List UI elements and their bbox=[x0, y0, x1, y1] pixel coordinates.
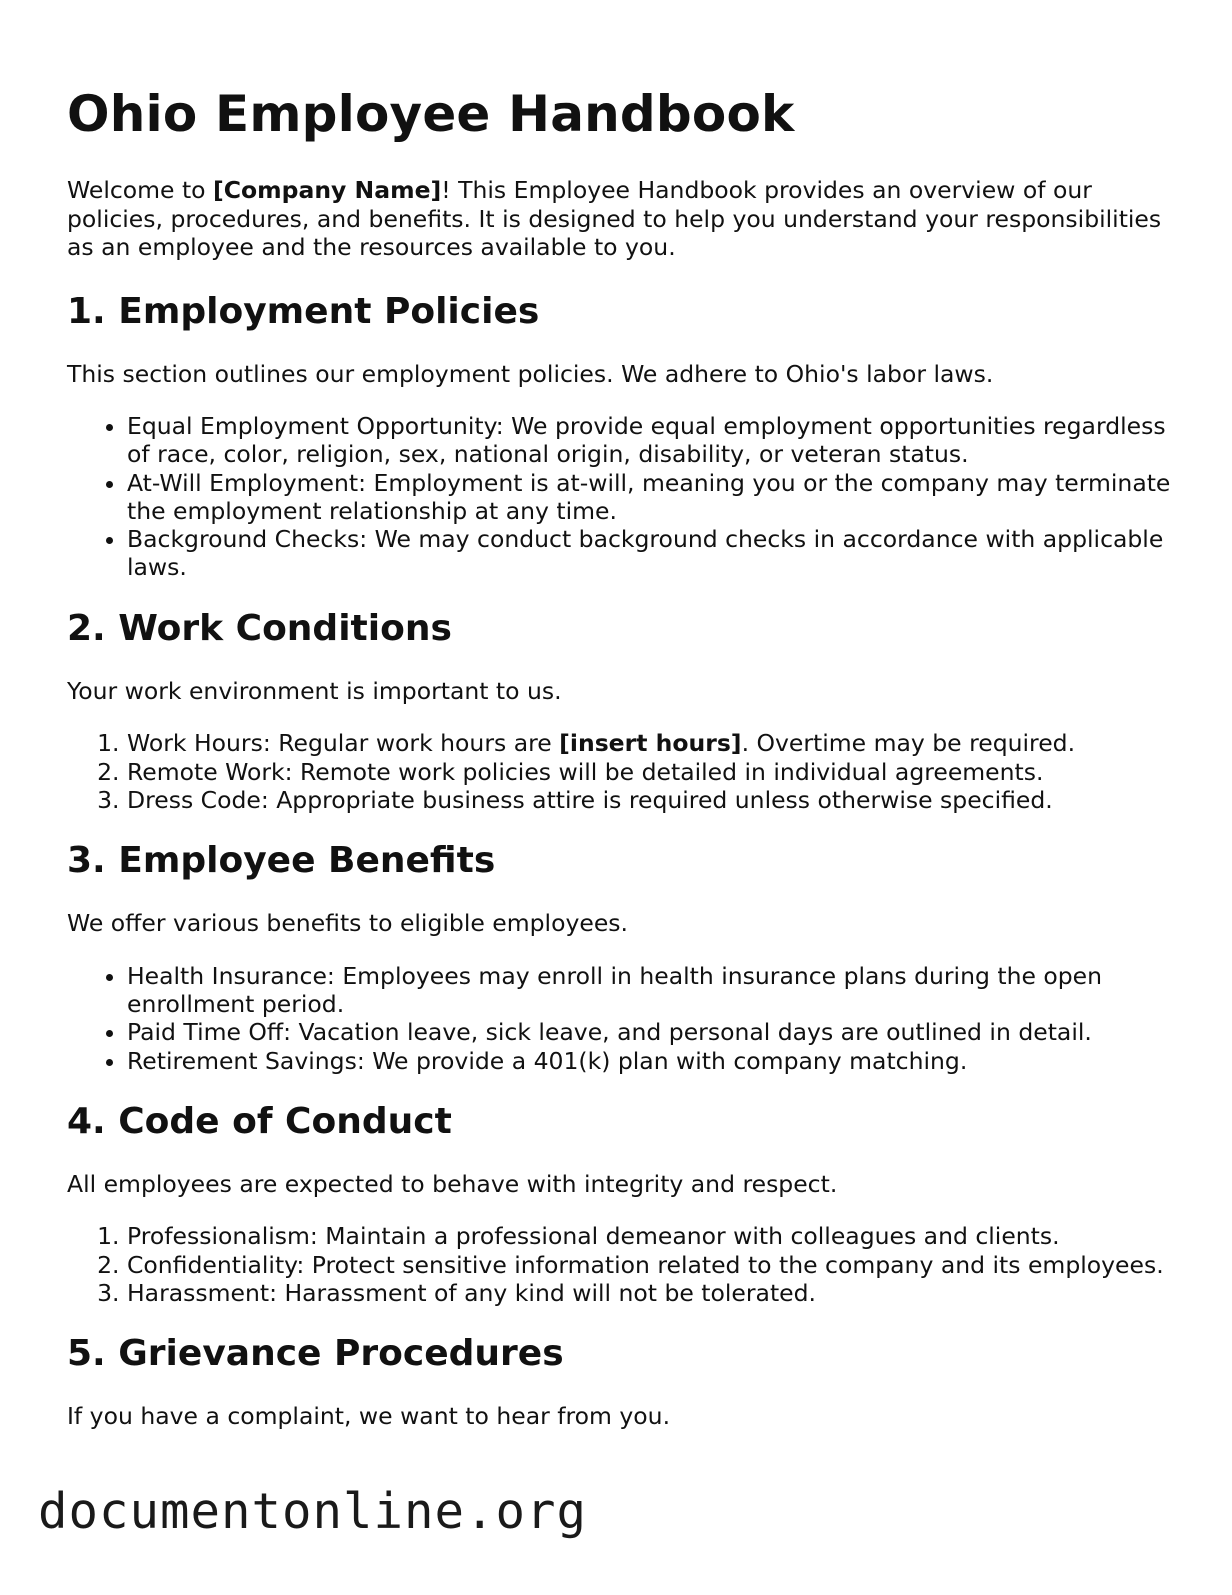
intro-prefix: Welcome to bbox=[67, 176, 214, 204]
list-item: • Background Checks: We may conduct background checks in accordance with applicable laws. bbox=[127, 525, 1177, 582]
list-item bbox=[127, 729, 1177, 757]
watermark: documentonline.org bbox=[38, 1483, 588, 1540]
work-hours-suffix: . Overtime may be required. bbox=[741, 729, 1076, 758]
section-heading-work-conditions: 2. Work Conditions bbox=[67, 607, 452, 649]
section-intro: Your work environment is important to us. bbox=[67, 676, 562, 705]
intro-paragraph bbox=[67, 176, 1177, 262]
section-intro: This section outlines our employment policies. We adhere to Ohio's labor laws. bbox=[67, 359, 994, 388]
section-heading-employment-policies: 1. Employment Policies bbox=[67, 290, 540, 332]
employee-benefits-list bbox=[67, 962, 1177, 1075]
list-item: 3. Dress Code: Appropriate business attire is required unless otherwise specified. bbox=[127, 786, 1177, 814]
section-intro: If you have a complaint, we want to hear from you. bbox=[67, 1402, 671, 1431]
list-item: • Health Insurance: Employees may enroll in health insurance plans during the open enrollment period. bbox=[127, 962, 1177, 1019]
code-of-conduct-list bbox=[67, 1222, 1177, 1307]
insert-hours-placeholder: [insert hours] bbox=[559, 729, 742, 758]
list-item: • Equal Employment Opportunity: We provide equal employment opportunities regardless of race, color, religion, sex, national origin, disability, or veteran status. bbox=[127, 412, 1177, 469]
document-page bbox=[67, 82, 1177, 1455]
list-item: 3. Harassment: Harassment of any kind will not be tolerated. bbox=[127, 1279, 1177, 1307]
section-intro: All employees are expected to behave with integrity and respect. bbox=[67, 1169, 838, 1198]
section-heading-code-of-conduct: 4. Code of Conduct bbox=[67, 1100, 452, 1142]
company-name-placeholder: [Company Name] bbox=[213, 176, 442, 204]
list-item: 2. Remote Work: Remote work policies will be detailed in individual agreements. bbox=[127, 758, 1177, 786]
section-heading-grievance-procedures: 5. Grievance Procedures bbox=[67, 1333, 564, 1375]
work-hours-prefix: Work Hours: Regular work hours are bbox=[127, 729, 560, 758]
employment-policies-list bbox=[67, 412, 1177, 582]
list-item: 2. Confidentiality: Protect sensitive information related to the company and its employees. bbox=[127, 1251, 1177, 1279]
list-item: 1. Professionalism: Maintain a professional demeanor with colleagues and clients. bbox=[127, 1222, 1177, 1250]
page-title: Ohio Employee Handbook bbox=[67, 85, 795, 143]
section-intro: We offer various benefits to eligible employees. bbox=[67, 909, 628, 938]
work-conditions-list bbox=[67, 729, 1177, 814]
list-item: • At-Will Employment: Employment is at-will, meaning you or the company may terminate the employment relationship at any time. bbox=[127, 469, 1177, 526]
intro-suffix: ! This Employee Handbook provides an overview of our policies, procedures, and benefits. It is designed to help you understand your responsibilities as an employee and the resources available to you. bbox=[67, 176, 1162, 261]
list-item: • Paid Time Off: Vacation leave, sick leave, and personal days are outlined in detail. bbox=[127, 1018, 1177, 1046]
list-item: • Retirement Savings: We provide a 401(k) plan with company matching. bbox=[127, 1047, 1177, 1075]
section-heading-employee-benefits: 3. Employee Benefits bbox=[67, 840, 496, 882]
